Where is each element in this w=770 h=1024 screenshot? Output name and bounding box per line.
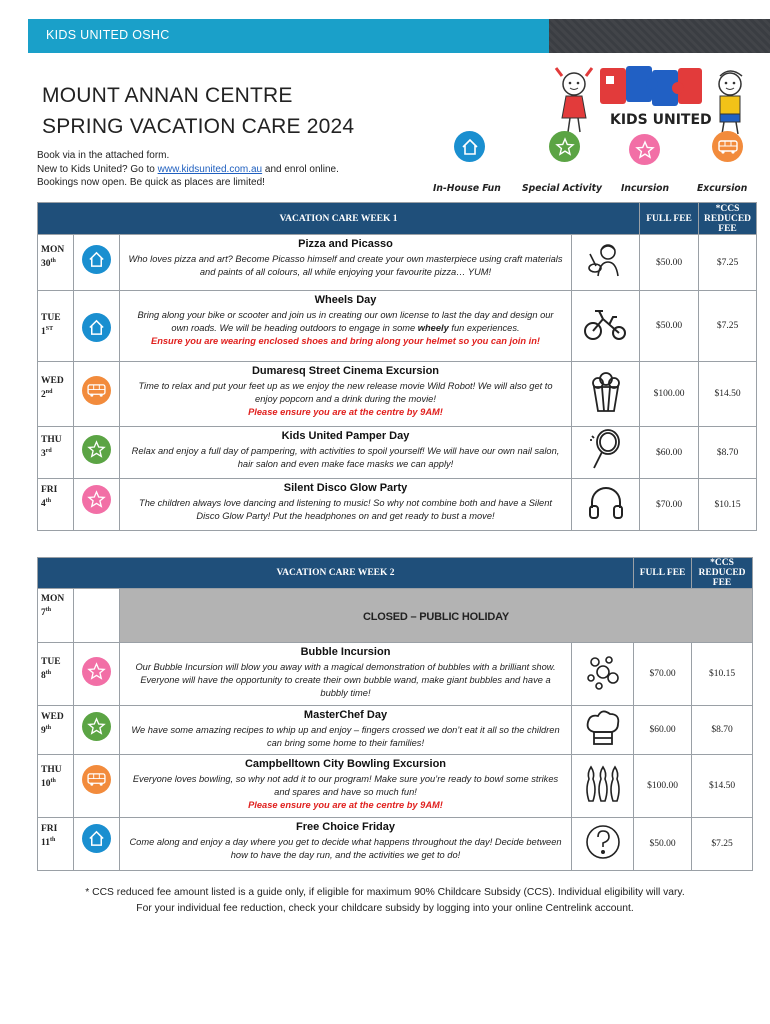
day-label	[38, 643, 74, 706]
activity-type-cell	[74, 362, 120, 427]
ccs-fee: $7.25	[699, 235, 757, 291]
closed-row	[38, 589, 753, 643]
day-name: FRI	[41, 485, 58, 495]
activity-row	[38, 479, 757, 531]
activity-row	[38, 427, 757, 479]
closed-label: CLOSED – PUBLIC HOLIDAY	[363, 610, 509, 623]
activity-description: Relax and enjoy a full day of pampering, with activities to spoil yourself! We will have our own nail salon, hair salon and even make face masks we can apply!	[131, 446, 560, 469]
ccs-fee: $14.50	[699, 362, 757, 427]
header-bar	[28, 19, 549, 53]
day-label	[38, 479, 74, 531]
day-label	[38, 706, 74, 755]
activity-details	[120, 362, 572, 427]
legend-label-inhouse: In-House Fun	[433, 183, 501, 194]
incursion-star-icon	[82, 485, 111, 514]
ccs-fee: $8.70	[699, 427, 757, 479]
activity-row	[38, 643, 753, 706]
day-label	[38, 427, 74, 479]
page-title	[42, 80, 354, 142]
title-line-1: MOUNT ANNAN CENTRE	[42, 84, 293, 107]
activity-title: Wheels Day	[314, 294, 377, 306]
week-2-heading: VACATION CARE WEEK 2	[38, 558, 634, 589]
activity-description: Time to relax and put your feet up as we enjoy the new release movie Wild Robot! We will also get to enjoy popcorn and a drink during the movie!	[138, 381, 553, 404]
footnote-line-1: * CCS reduced fee amount listed is a guide only, if eligible for maximum 90% Childcare Subsidy (CCS). Individual eligibility will vary.	[85, 887, 685, 898]
question-icon	[583, 849, 623, 866]
day-name: TUE	[41, 657, 61, 667]
day-date: 8	[41, 671, 46, 682]
legend-bus-icon	[712, 131, 743, 162]
full-fee: $50.00	[640, 291, 699, 362]
week-1-ccs-header: *CCS REDUCED FEE	[699, 203, 757, 235]
ccs-fee: $7.25	[699, 291, 757, 362]
activity-row	[38, 362, 757, 427]
week-1-table	[37, 202, 757, 531]
activity-title: Dumaresq Street Cinema Excursion	[251, 365, 440, 377]
activity-title: MasterChef Day	[303, 709, 388, 721]
bus-icon	[82, 376, 111, 405]
activity-type-cell	[74, 291, 120, 362]
day-suffix: th	[45, 725, 52, 731]
day-name: WED	[41, 376, 64, 386]
activity-details	[120, 479, 572, 531]
full-fee: $60.00	[640, 427, 699, 479]
headphones-icon	[586, 509, 626, 526]
activity-title: Pizza and Picasso	[298, 238, 393, 250]
day-name: FRI	[41, 824, 58, 834]
activity-picture-cell	[572, 755, 634, 818]
activity-type-cell	[74, 427, 120, 479]
day-label	[38, 589, 74, 643]
full-fee: $100.00	[640, 362, 699, 427]
ccs-fee: $10.15	[692, 643, 753, 706]
day-suffix: th	[50, 778, 56, 784]
legend-label-special: Special Activity	[522, 183, 603, 194]
full-fee: $50.00	[640, 235, 699, 291]
activity-row	[38, 706, 753, 755]
week-2-ccs-header: *CCS REDUCED FEE	[692, 558, 753, 589]
activity-details	[120, 291, 572, 362]
chef-hat-icon	[584, 735, 622, 752]
week-2-table	[37, 557, 753, 871]
full-fee: $70.00	[640, 479, 699, 531]
activity-row	[38, 291, 757, 362]
activity-type-cell	[74, 643, 120, 706]
ccs-fee: $8.70	[692, 706, 753, 755]
day-name: WED	[41, 712, 64, 722]
intro-line-3: Bookings now open. Be quick as places are limited!	[37, 177, 265, 188]
day-date: 3	[41, 449, 46, 460]
closed-cell	[120, 589, 753, 643]
week-1-header-row	[38, 203, 757, 235]
activity-description: We have some amazing recipes to whip up and enjoy – fingers crossed we don’t eat it all so the children can bring some home to their families!	[131, 725, 560, 748]
kids-united-logo	[552, 62, 767, 142]
day-label	[38, 291, 74, 362]
activity-description: The children always love dancing and listening to music! So why not combine both and have a Silent Disco Glow Party! Put the headphones on and get ready to bust a move!	[139, 498, 552, 521]
week-2-header-row	[38, 558, 753, 589]
day-name: THU	[41, 765, 62, 775]
day-date: 4	[41, 499, 46, 510]
activity-picture-cell	[572, 643, 634, 706]
closed-icon-cell	[74, 589, 120, 643]
full-fee: $60.00	[634, 706, 692, 755]
activity-picture-cell	[572, 479, 640, 531]
activity-picture-cell	[572, 362, 640, 427]
day-suffix: th	[49, 837, 56, 843]
activity-details	[120, 643, 572, 706]
activity-warning: Please ensure you are at the centre by 9AM!	[248, 800, 443, 810]
activity-description: Our Bubble Incursion will blow you away with a magical demonstration of bubbles with a brilliant show. Everyone will have the opportunity to create their own bubble wand, make giant bubbles and have a bubbly time!	[135, 662, 556, 698]
activity-picture-cell	[572, 427, 640, 479]
day-date: 7	[41, 608, 46, 619]
activity-details	[120, 755, 572, 818]
activity-title: Campbelltown City Bowling Excursion	[244, 758, 447, 770]
activity-description: Who loves pizza and art? Become Picasso himself and create your own masterpiece using craft materials and paints of all colours, all while enjoying your favourite pizza… YUM!	[128, 254, 563, 277]
activity-type-cell	[74, 479, 120, 531]
house-icon	[82, 313, 111, 342]
activity-description: Bring along your bike or scooter and join us in creating our own license to last the day and design our own roads. We will be heading outdoors to engage in some wheely fun experiences.	[137, 310, 554, 333]
legend-label-excursion: Excursion	[697, 183, 748, 194]
intro-line-2-pre: New to Kids United? Go to	[37, 163, 158, 175]
activity-description-bold: wheely	[417, 323, 449, 333]
tricycle-icon	[583, 330, 629, 347]
full-fee: $100.00	[634, 755, 692, 818]
bowling-pins-icon	[581, 792, 625, 809]
day-date: 30	[41, 259, 51, 270]
day-date: 2	[41, 390, 46, 401]
week-1-full-fee-header: FULL FEE	[640, 203, 699, 235]
intro-line-2-post: and enrol online.	[262, 163, 339, 175]
day-name: MON	[41, 245, 65, 255]
activity-title: Free Choice Friday	[295, 821, 396, 833]
legend-star-icon	[549, 131, 580, 162]
day-name: MON	[41, 594, 65, 604]
ccs-fee: $10.15	[699, 479, 757, 531]
incursion-star-icon	[82, 657, 111, 686]
activity-type-cell	[74, 755, 120, 818]
day-suffix: rd	[45, 448, 52, 454]
activity-title: Silent Disco Glow Party	[283, 482, 408, 494]
day-label	[38, 235, 74, 291]
full-fee: $50.00	[634, 818, 692, 871]
house-icon	[82, 245, 111, 274]
bus-icon	[82, 765, 111, 794]
day-label	[38, 362, 74, 427]
activity-type-cell	[74, 235, 120, 291]
activity-picture-cell	[572, 706, 634, 755]
activity-description: Everyone loves bowling, so why not add it to our program! Make sure you’re ready to bowl some strikes and spares and have so much fun!	[132, 774, 559, 797]
activity-row	[38, 818, 753, 871]
day-name: THU	[41, 435, 62, 445]
activity-picture-cell	[572, 291, 640, 362]
day-suffix: th	[45, 670, 52, 676]
activity-details	[120, 706, 572, 755]
intro-text	[37, 149, 339, 190]
mirror-icon	[588, 459, 624, 476]
day-date: 9	[41, 726, 46, 737]
day-suffix: th	[50, 258, 56, 264]
week-2-full-fee-header: FULL FEE	[634, 558, 692, 589]
logo-text: KIDS UNITED	[610, 112, 712, 128]
day-suffix: nd	[45, 389, 53, 395]
intro-line-2	[37, 163, 339, 177]
legend-label-incursion: Incursion	[621, 183, 670, 194]
activity-row	[38, 235, 757, 291]
org-name: KIDS UNITED OSHC	[46, 28, 170, 42]
activity-warning: Please ensure you are at the centre by 9AM!	[248, 407, 443, 417]
day-suffix: ST	[45, 326, 54, 332]
activity-row	[38, 755, 753, 818]
day-date: 1	[41, 327, 46, 338]
activity-picture-cell	[572, 818, 634, 871]
title-line-2: SPRING VACATION CARE 2024	[42, 115, 355, 138]
activity-details	[120, 235, 572, 291]
day-date: 10	[41, 779, 51, 790]
footnote	[0, 885, 770, 917]
activity-description: Come along and enjoy a day where you get to decide what happens throughout the day! Decide between how to have the day run, and the activities we get to do!	[129, 837, 562, 860]
activity-title: Bubble Incursion	[300, 646, 391, 658]
ccs-fee: $7.25	[692, 818, 753, 871]
full-fee: $70.00	[634, 643, 692, 706]
legend-incursion-icon	[629, 134, 660, 165]
activity-type-cell	[74, 818, 120, 871]
intro-line-1: Book via in the attached form.	[37, 150, 170, 161]
activity-type-cell	[74, 706, 120, 755]
bubbles-icon	[583, 679, 623, 696]
day-name: TUE	[41, 313, 61, 323]
star-icon	[82, 435, 111, 464]
activity-details	[120, 818, 572, 871]
activity-details	[120, 427, 572, 479]
day-date: 11	[41, 838, 50, 849]
legend-house-icon	[454, 131, 485, 162]
day-suffix: th	[45, 607, 52, 613]
day-label	[38, 755, 74, 818]
ccs-fee: $14.50	[692, 755, 753, 818]
day-label	[38, 818, 74, 871]
website-link[interactable]: www.kidsunited.com.au	[157, 163, 263, 175]
activity-picture-cell	[572, 235, 640, 291]
activity-title: Kids United Pamper Day	[281, 430, 410, 442]
week-1-heading: VACATION CARE WEEK 1	[38, 203, 640, 235]
star-icon	[82, 712, 111, 741]
artist-icon	[586, 267, 626, 284]
house-icon	[82, 824, 111, 853]
day-suffix: th	[45, 498, 52, 504]
popcorn-icon	[586, 400, 626, 417]
activity-warning: Ensure you are wearing enclosed shoes and bring along your helmet so you can join in!	[151, 336, 540, 346]
footnote-line-2: For your individual fee reduction, check your childcare subsidy by logging into your online Centrelink account.	[136, 903, 634, 914]
header-bar-dark	[549, 19, 770, 53]
